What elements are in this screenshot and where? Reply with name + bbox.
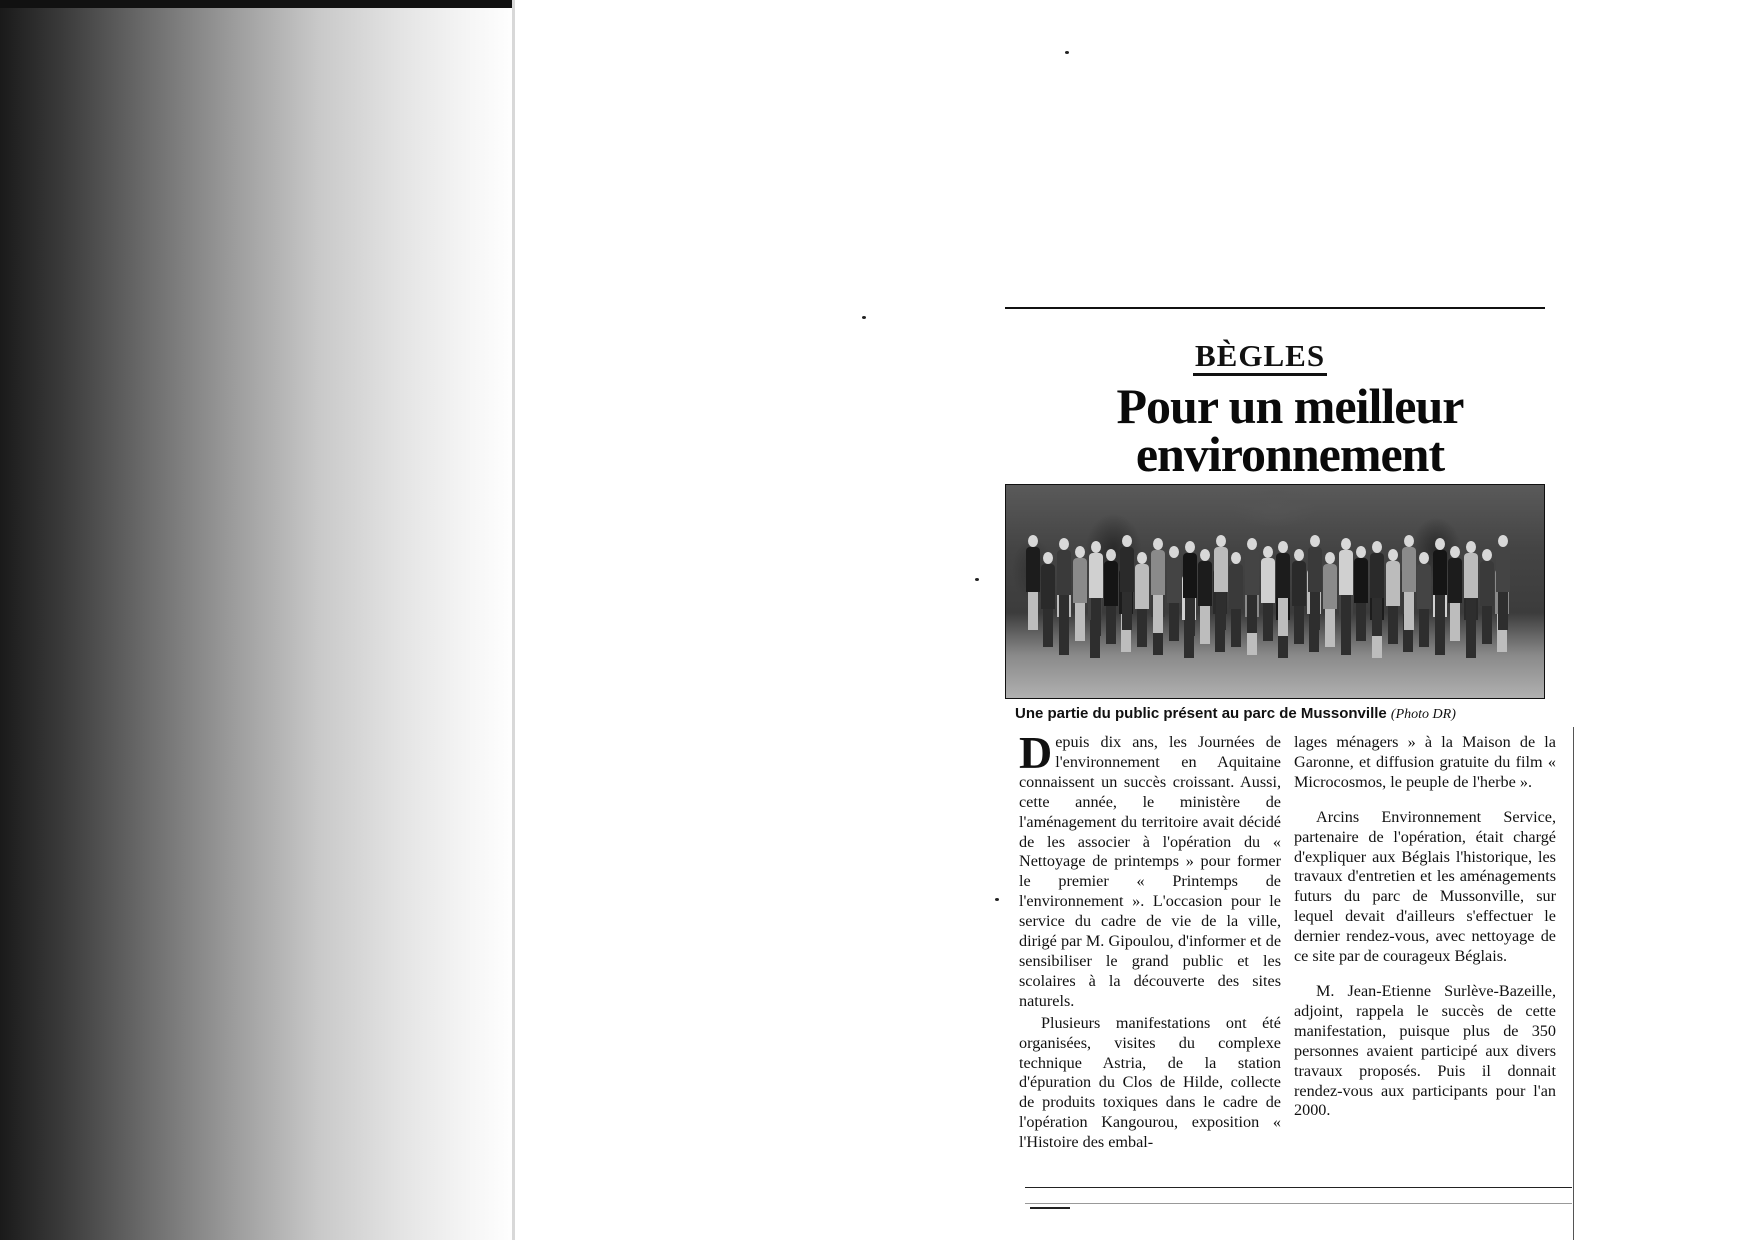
- photo-person: [1245, 538, 1259, 633]
- photo-person: [1292, 549, 1306, 644]
- photo-person: [1276, 541, 1290, 636]
- photo-person: [1026, 535, 1040, 630]
- photo-person: [1120, 535, 1134, 630]
- article-paragraph: M. Jean-Etienne Surlève-Bazeille, adjoint, rappela le succès de cette manifestation, puisque plus de 350 personnes avaient participé aux divers travaux proposés. Puis il donnait rendez-vous aux participants pour l'an 2000.: [1294, 981, 1556, 1120]
- photo-person: [1370, 541, 1384, 636]
- scan-shadow-left: [0, 0, 515, 1240]
- photo-person: [1073, 546, 1087, 641]
- article-paragraph: Arcins Environnement Service, partenaire de l'opération, était chargé d'expliquer aux Béglais l'historique, les travaux d'entretien et les aménagements futurs du parc de Mussonville, sur lequel devait d'ailleurs s'effectuer le dernier rendez-vous, avec nettoyage de ce site par de courageux Béglais.: [1294, 807, 1556, 966]
- clipping-top-rule: [1005, 307, 1545, 309]
- headline-line-1: Pour un meilleur: [1116, 378, 1464, 434]
- photo-person: [1135, 552, 1149, 647]
- caption-text: Une partie du public présent au parc de Mussonville: [1015, 705, 1387, 722]
- article-paragraph: lages ménagers » à la Maison de la Garonne, et diffusion gratuite du film « Microcosmos, le peuple de l'herbe ».: [1294, 733, 1556, 791]
- paragraph-text: epuis dix ans, les Journées de l'environnement en Aquitaine connaissent un succès croissant. Aussi, cette année, le ministère de l'aménagement du territoire avait décidé de les associer à l'opération du « Nettoyage de printemps » pour former le premier « Printemps de l'environnement ». L'occasion pour le service du cadre de vie de la ville, dirigé par M. Gipoulou, d'informer et de sensibiliser le grand public et les scolaires à la découverte des sites naturels.: [1019, 733, 1281, 1010]
- bottom-rule: [1025, 1187, 1572, 1188]
- article-photo: [1005, 484, 1545, 699]
- scan-speck: [975, 578, 979, 581]
- photo-caption: [1015, 704, 1555, 725]
- bottom-rule-secondary: [1025, 1203, 1572, 1204]
- photo-person: [1339, 538, 1353, 633]
- scan-speck: [1065, 51, 1069, 54]
- scan-speck: [995, 898, 999, 901]
- newspaper-clipping: [1005, 307, 1575, 1207]
- photo-person: [1104, 549, 1118, 644]
- photo-person: [1323, 552, 1337, 647]
- photo-person: [1433, 538, 1447, 633]
- photo-person: [1151, 538, 1165, 633]
- photo-person: [1354, 546, 1368, 641]
- scan-speck: [862, 316, 866, 319]
- scan-border-top: [0, 0, 515, 8]
- photo-person: [1214, 535, 1228, 630]
- photo-credit: (Photo DR): [1390, 707, 1456, 722]
- photo-person: [1402, 535, 1416, 630]
- photo-person: [1041, 552, 1055, 647]
- bottom-rule-mark: [1030, 1207, 1070, 1209]
- photo-person: [1198, 549, 1212, 644]
- article-paragraph: [1019, 727, 1281, 1012]
- photo-person: [1229, 552, 1243, 647]
- photo-person: [1261, 546, 1275, 641]
- article-kicker: BÈGLES: [1193, 339, 1327, 376]
- photo-person: [1480, 549, 1494, 644]
- scan-shadow-edge: [512, 0, 515, 1240]
- photo-crowd: [1026, 525, 1526, 650]
- photo-person: [1464, 541, 1478, 636]
- article-column-right: [1294, 733, 1556, 1121]
- clipping-right-rule: [1573, 727, 1574, 1240]
- article-headline: [1055, 378, 1525, 482]
- photo-person: [1417, 552, 1431, 647]
- photo-person: [1089, 541, 1103, 636]
- photo-person: [1167, 546, 1181, 641]
- photo-person: [1308, 535, 1322, 630]
- drop-cap: D: [1019, 727, 1053, 778]
- article-column-left: [1019, 727, 1281, 1153]
- article-paragraph: Plusieurs manifestations ont été organisées, visites du complexe technique Astria, de la station d'épuration du Clos de Hilde, collecte de produits toxiques dans le cadre de l'opération Kangourou, exposition « l'Histoire des embal-: [1019, 1013, 1281, 1152]
- photo-person: [1057, 538, 1071, 633]
- photo-person: [1386, 549, 1400, 644]
- photo-person: [1496, 535, 1510, 630]
- photo-person: [1448, 546, 1462, 641]
- headline-line-2: environnement: [1135, 426, 1445, 482]
- photo-person: [1183, 541, 1197, 636]
